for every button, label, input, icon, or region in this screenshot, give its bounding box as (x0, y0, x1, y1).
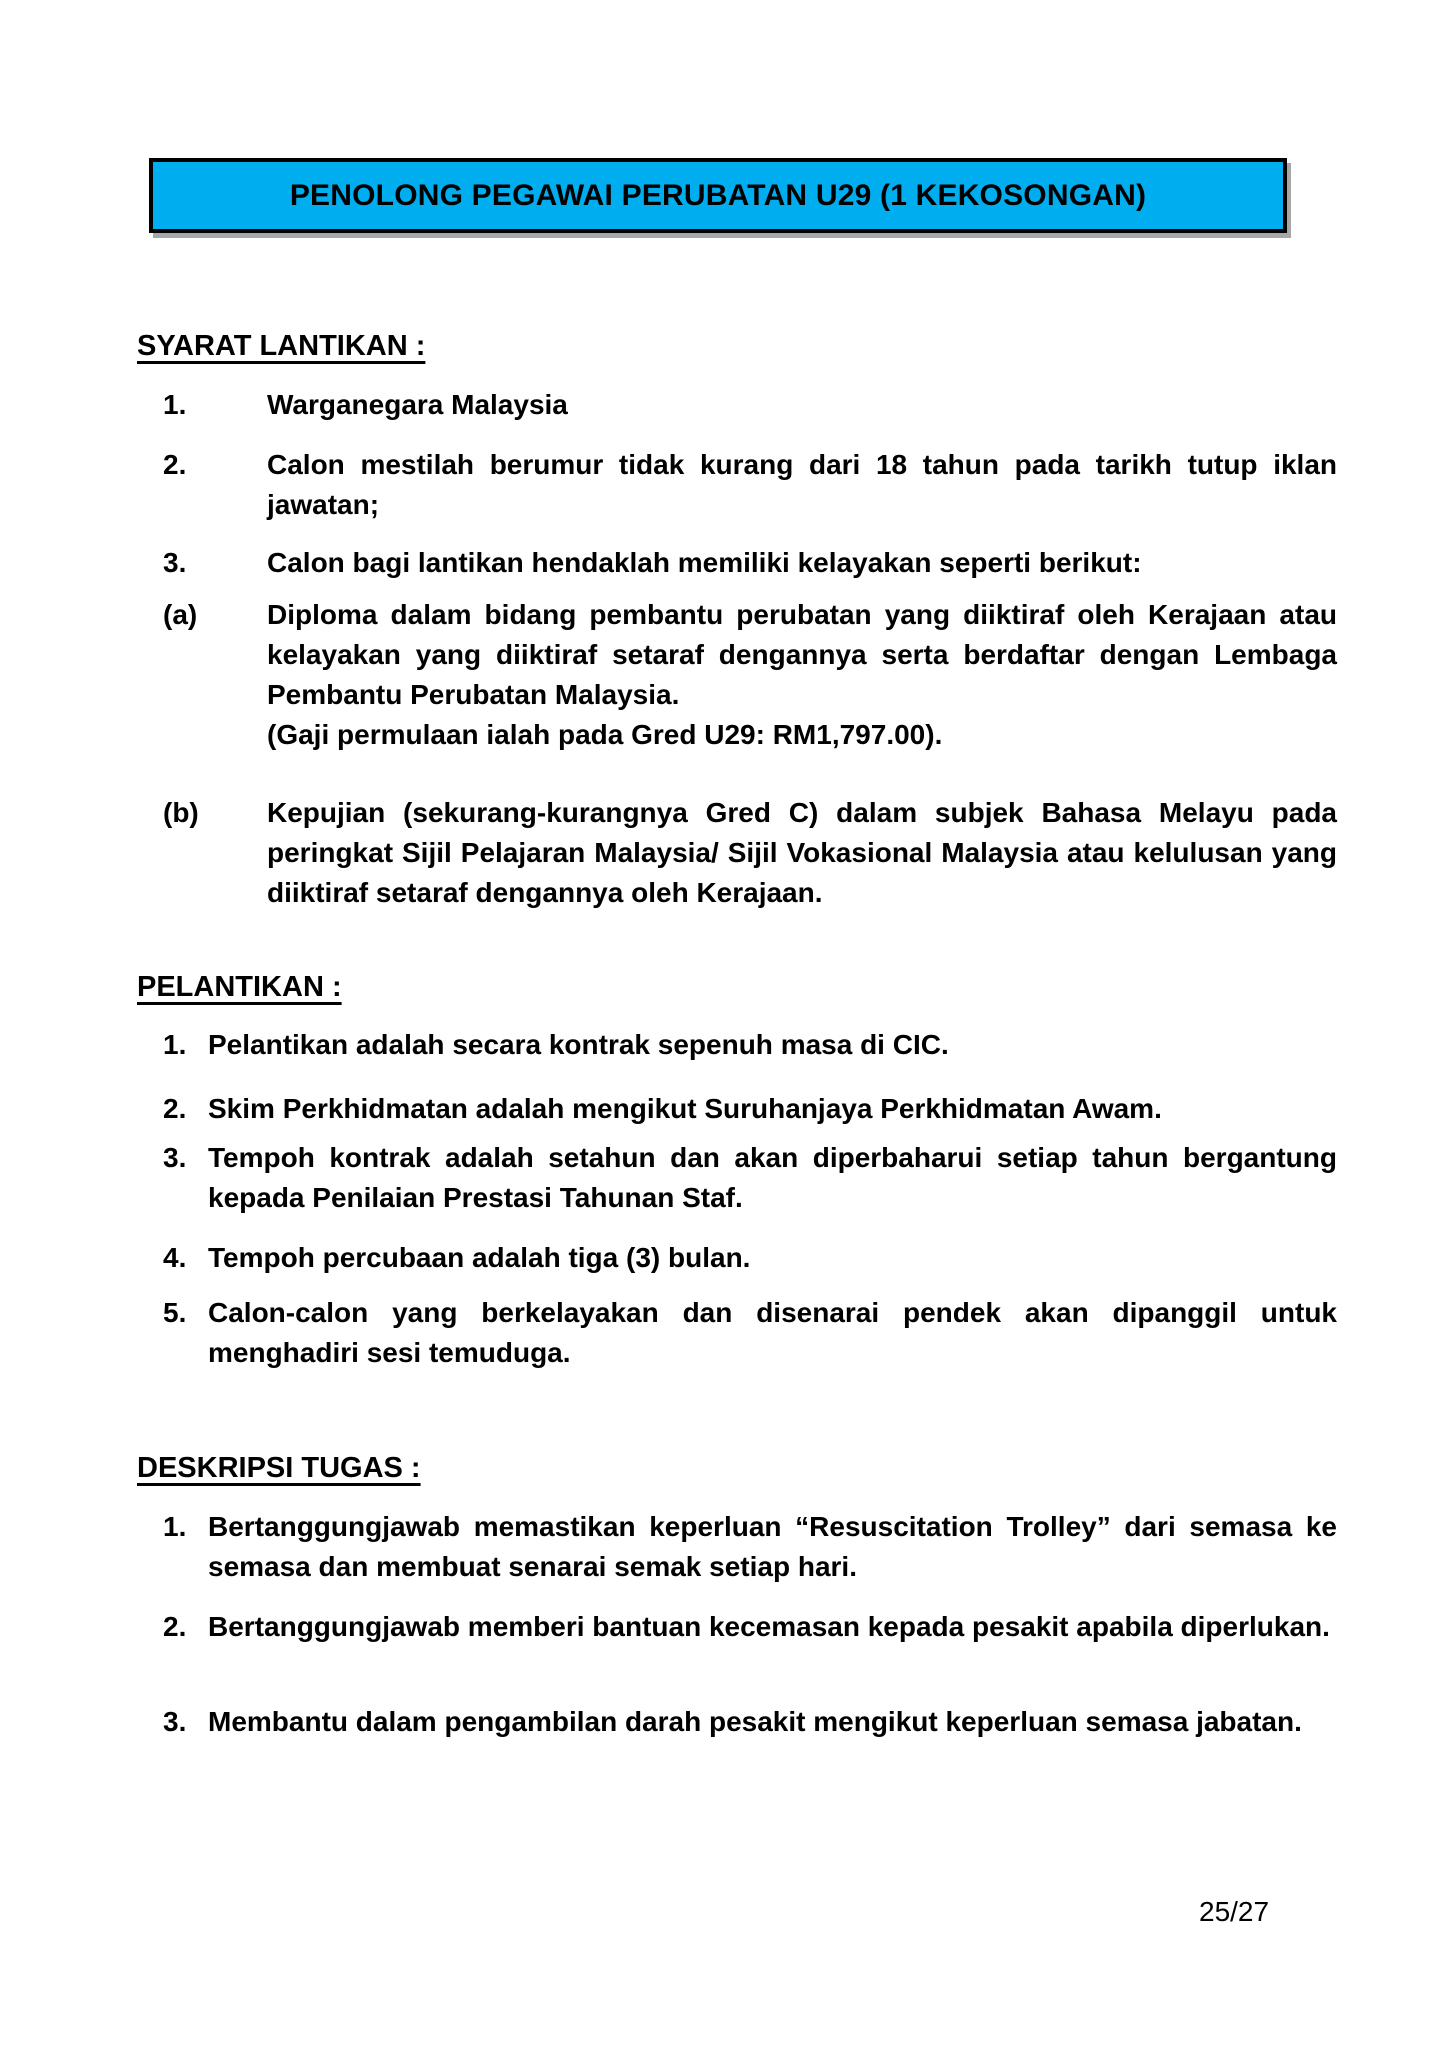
list-item-deskripsi-1 (163, 1507, 1337, 1587)
list-marker: 1. (163, 1511, 187, 1542)
section-heading-syarat-lantikan: SYARAT LANTIKAN : (137, 330, 426, 362)
list-marker: 2. (163, 1611, 187, 1642)
list-item-syarat-2 (163, 445, 1337, 525)
page-number: 25/27 (1199, 1896, 1270, 1927)
list-item-pelantikan-2 (163, 1089, 1337, 1129)
list-item-text: Calon bagi lantikan hendaklah memiliki kelayakan seperti berikut: (267, 547, 1142, 578)
list-marker: 3. (163, 1142, 187, 1173)
list-marker: 5. (163, 1297, 187, 1328)
job-title-banner (149, 158, 1287, 233)
list-item-text: Tempoh percubaan adalah tiga (3) bulan. (208, 1242, 751, 1273)
list-marker: (a) (163, 599, 198, 630)
job-title-text: PENOLONG PEGAWAI PERUBATAN U29 (1 KEKOSONGAN) (289, 178, 1147, 212)
list-marker: 1. (163, 389, 187, 420)
list-marker: 2. (163, 449, 187, 480)
section-heading-pelantikan: PELANTIKAN : (137, 971, 342, 1003)
list-item-text: Warganegara Malaysia (267, 389, 568, 420)
list-item-pelantikan-1 (163, 1025, 1337, 1065)
list-item-pelantikan-3 (163, 1138, 1337, 1218)
list-item-pelantikan-5 (163, 1293, 1337, 1373)
list-item-text: Bertanggungjawab memastikan keperluan “Resuscitation Trolley” dari semasa ke semasa dan membuat senarai semak setiap hari. (208, 1511, 1337, 1582)
list-marker: (b) (163, 797, 199, 828)
list-marker: 2. (163, 1093, 187, 1124)
list-marker: 1. (163, 1029, 187, 1060)
section-heading-deskripsi-tugas: DESKRIPSI TUGAS : (137, 1452, 421, 1484)
list-item-text: Diploma dalam bidang pembantu perubatan yang diiktiraf oleh Kerajaan atau kelayakan yang diiktiraf setaraf dengannya serta berdaftar dengan Lembaga Pembantu Perubatan Malaysia. (267, 599, 1337, 710)
list-item-pelantikan-4 (163, 1238, 1337, 1278)
list-item-syarat-a (163, 595, 1337, 755)
list-marker: 3. (163, 1706, 187, 1737)
list-item-deskripsi-2 (163, 1607, 1337, 1647)
list-item-deskripsi-3 (163, 1702, 1337, 1742)
list-item-text: Pelantikan adalah secara kontrak sepenuh masa di CIC. (208, 1029, 949, 1060)
list-item-text: Tempoh kontrak adalah setahun dan akan diperbaharui setiap tahun bergantung kepada Penilaian Prestasi Tahunan Staf. (208, 1142, 1337, 1213)
list-item-syarat-b (163, 793, 1337, 913)
list-item-text: Calon-calon yang berkelayakan dan disenarai pendek akan dipanggil untuk menghadiri sesi temuduga. (208, 1297, 1337, 1368)
list-marker: 4. (163, 1242, 187, 1273)
list-item-syarat-3 (163, 543, 1337, 583)
list-item-text: Kepujian (sekurang-kurangnya Gred C) dalam subjek Bahasa Melayu pada peringkat Sijil Pelajaran Malaysia/ Sijil Vokasional Malaysia atau kelulusan yang diiktiraf setaraf dengannya oleh Kerajaan. (267, 797, 1337, 908)
list-item-text: Skim Perkhidmatan adalah mengikut Suruhanjaya Perkhidmatan Awam. (208, 1093, 1162, 1124)
list-item-syarat-1 (163, 385, 1337, 425)
list-item-text: Membantu dalam pengambilan darah pesakit mengikut keperluan semasa jabatan. (208, 1706, 1302, 1737)
list-item-text: Bertanggungjawab memberi bantuan kecemasan kepada pesakit apabila diperlukan. (208, 1611, 1330, 1642)
list-item-text: Calon mestilah berumur tidak kurang dari 18 tahun pada tarikh tutup iklan jawatan; (267, 449, 1337, 520)
list-marker: 3. (163, 547, 187, 578)
list-item-note: (Gaji permulaan ialah pada Gred U29: RM1,797.00). (267, 719, 943, 750)
